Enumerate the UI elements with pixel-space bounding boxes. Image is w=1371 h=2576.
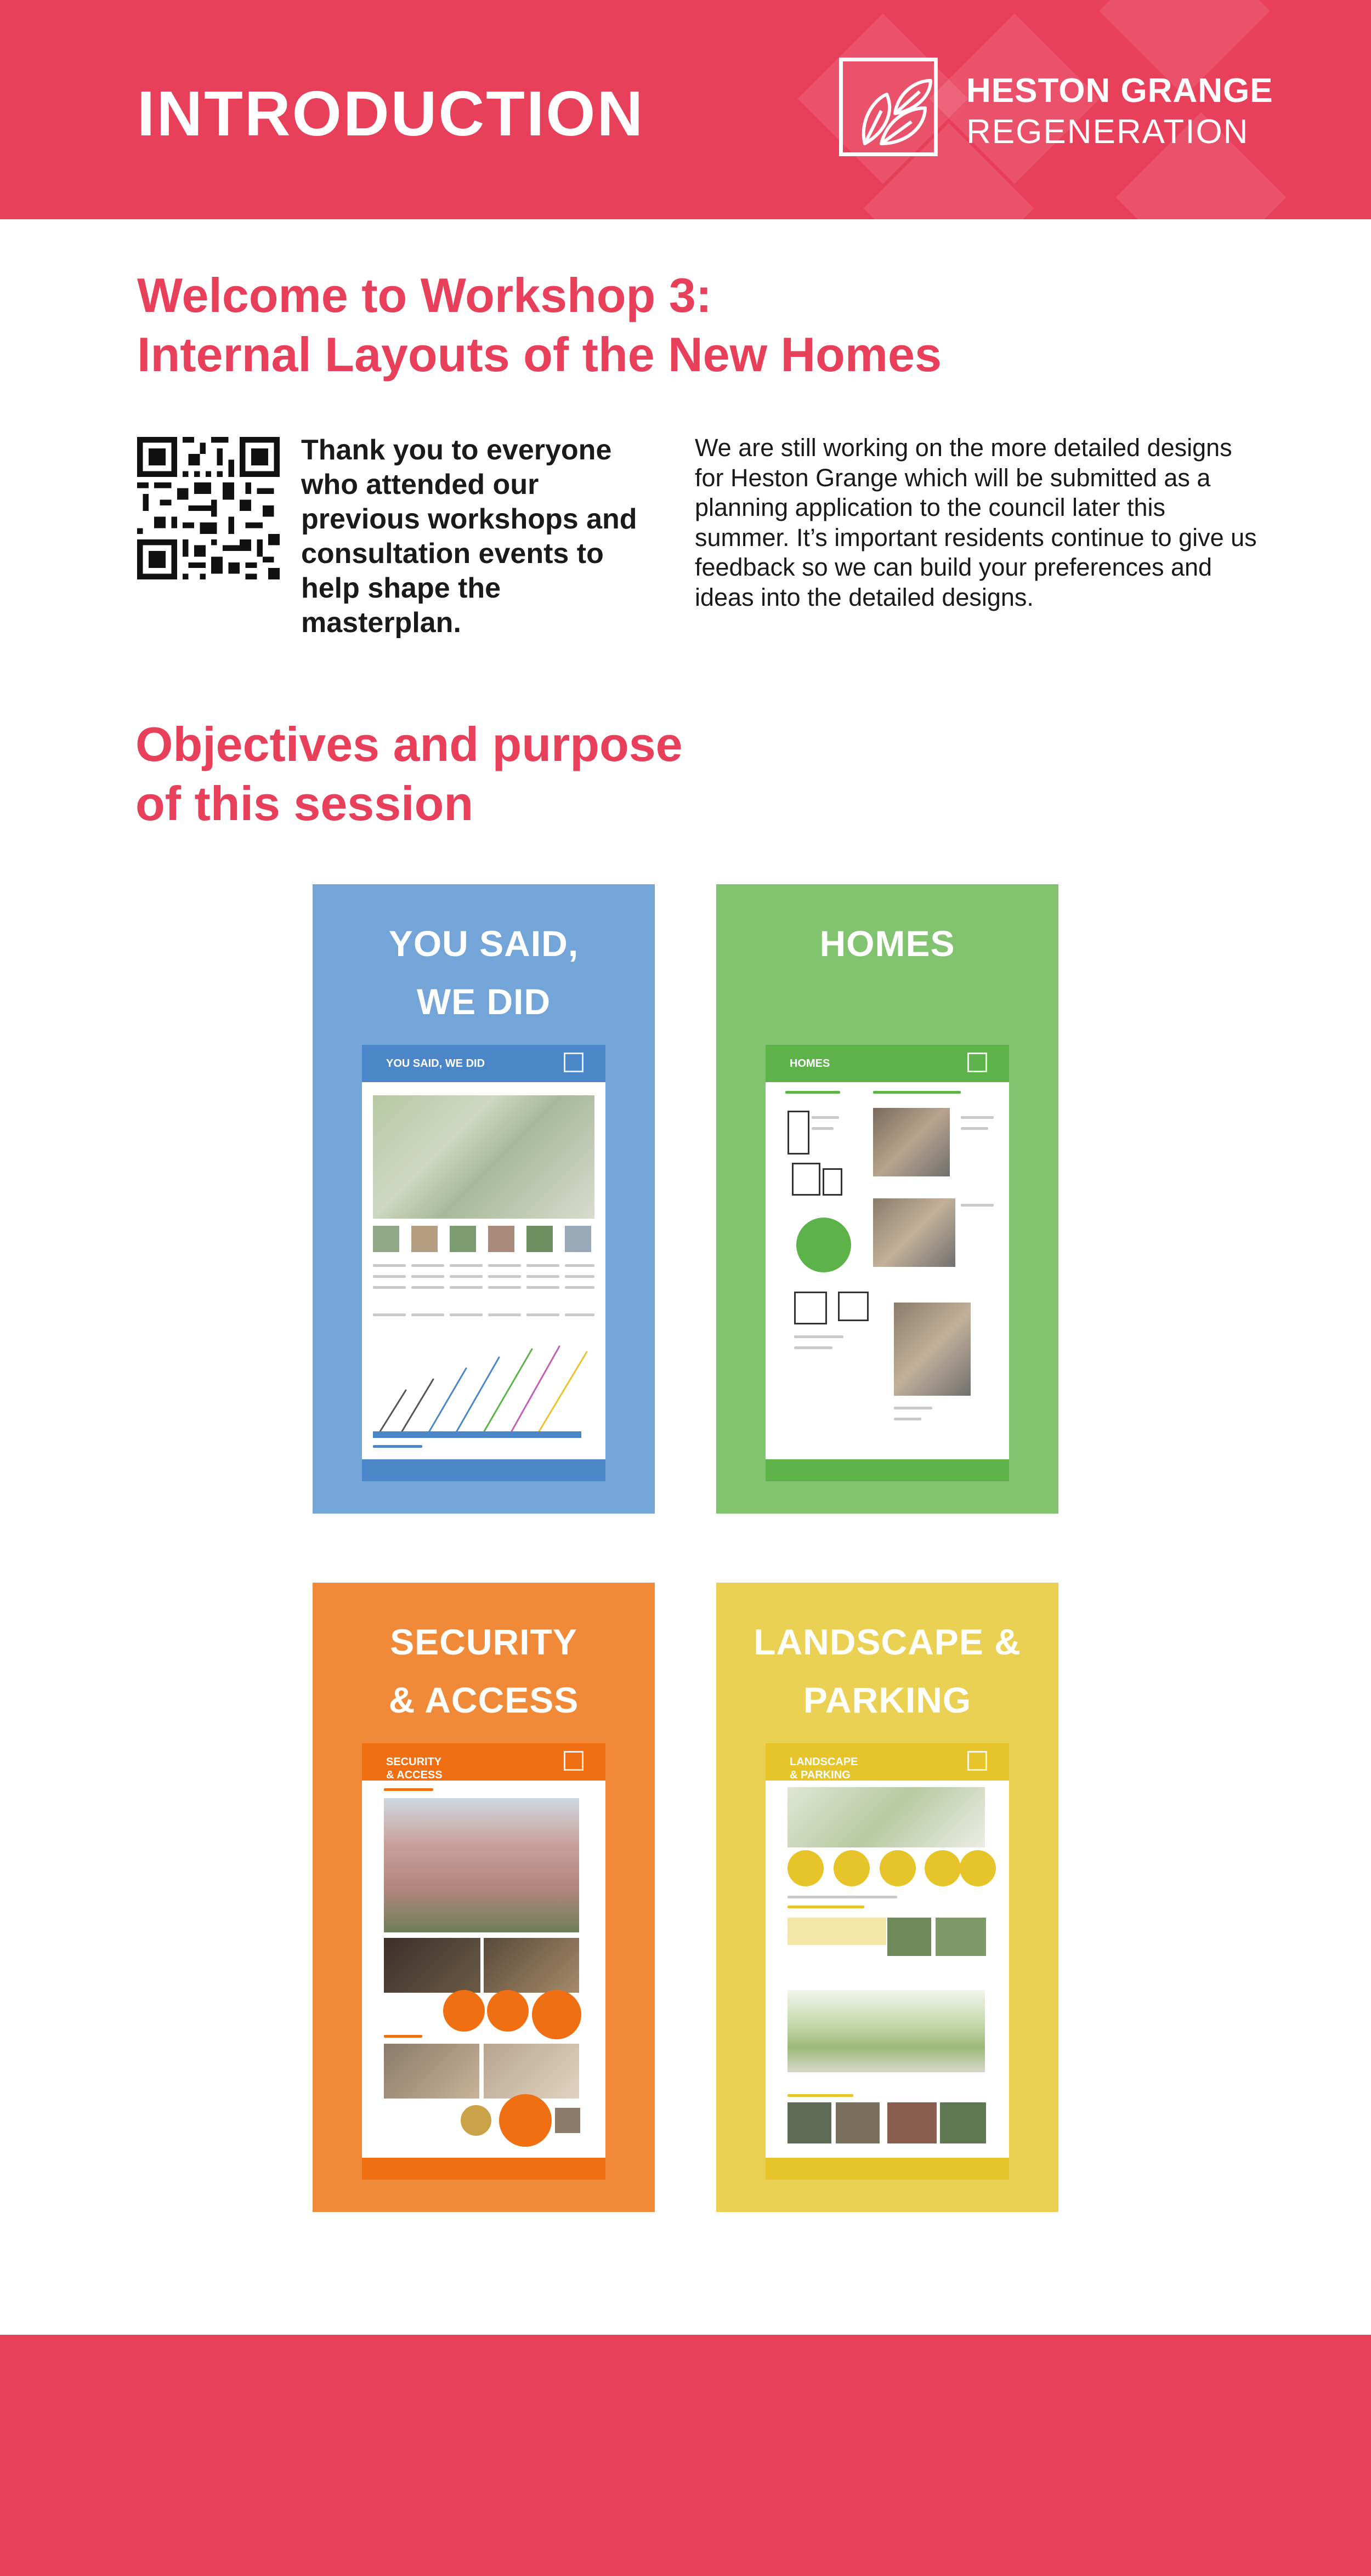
- building-photo: [384, 1798, 579, 1932]
- footer-band: [0, 2335, 1371, 2576]
- entrance-photo: [484, 1938, 579, 1993]
- text-line: [450, 1313, 483, 1316]
- card-title-line1: SECURITY: [390, 1622, 577, 1662]
- question-bubble: [487, 1990, 529, 2032]
- floor-plan-image: [823, 1168, 842, 1196]
- logo-leaf-icon: [839, 58, 938, 156]
- board-header-bar: [766, 1045, 1009, 1082]
- text-line: [526, 1264, 559, 1267]
- text-line: [526, 1313, 559, 1316]
- board-label: LANDSCAPE & PARKING: [790, 1756, 858, 1781]
- board-preview: [362, 1045, 605, 1481]
- timeline-graphic: [373, 1330, 594, 1440]
- welcome-heading-line1: Welcome to Workshop 3:: [137, 268, 712, 322]
- text-line: [384, 2035, 422, 2038]
- thumbnail-image: [450, 1226, 476, 1252]
- text-line: [488, 1264, 521, 1267]
- text-line: [565, 1286, 594, 1289]
- detail-photo: [461, 2105, 491, 2136]
- board-preview: [766, 1045, 1009, 1481]
- question-bubble: [960, 1850, 996, 1886]
- thumbnail-image: [373, 1226, 399, 1252]
- board-header-bar: [766, 1743, 1009, 1781]
- text-line: [411, 1275, 444, 1278]
- board-footer-bar: [362, 2158, 605, 2180]
- text-line: [873, 1091, 961, 1094]
- objectives-heading-line2: of this session: [135, 776, 474, 831]
- text-line: [785, 1091, 840, 1094]
- boundary-photo: [836, 2102, 880, 2143]
- objectives-heading: [135, 715, 683, 833]
- floor-plan-color-image: [894, 1303, 971, 1396]
- board-logo-icon: [564, 1751, 583, 1771]
- card-title: [313, 1613, 655, 1729]
- text-line: [488, 1275, 521, 1278]
- board-logo-icon: [967, 1053, 987, 1072]
- card-homes[interactable]: [716, 884, 1058, 1514]
- thumbnail-image: [488, 1226, 514, 1252]
- text-line: [373, 1264, 406, 1267]
- boundary-photo: [788, 2102, 831, 2143]
- logo-text-heston-grange: HESTON GRANGE: [966, 72, 1273, 110]
- page-title: INTRODUCTION: [137, 78, 645, 149]
- landscape-photo: [936, 1918, 986, 1956]
- thumbnail-image: [565, 1226, 591, 1252]
- site-plan-image: [788, 1787, 985, 1847]
- intro-paragraph: We are still working on the more detailed designs for Heston Grange which will be submitted as a planning application to the council later this summer. It’s important residents continue to give us feedback so we can build your preferences and ideas into the detailed designs.: [695, 434, 1257, 611]
- logo-text-regeneration: REGENERATION: [966, 113, 1249, 151]
- board-preview: [362, 1743, 605, 2180]
- timeline-bar: [373, 1431, 581, 1438]
- text-line: [411, 1313, 444, 1316]
- landscape-photo: [788, 1918, 886, 1945]
- text-line: [565, 1313, 594, 1316]
- text-line: [894, 1418, 921, 1420]
- board-logo-icon: [967, 1751, 987, 1771]
- card-title-line1: LANDSCAPE &: [754, 1622, 1021, 1662]
- objectives-heading-line1: Objectives and purpose: [135, 717, 683, 771]
- question-bubble: [925, 1850, 961, 1886]
- card-you-said-we-did[interactable]: [313, 884, 655, 1514]
- board-header-bar: [362, 1743, 605, 1781]
- landscape-photo: [887, 1918, 931, 1956]
- card-title-line1: HOMES: [819, 923, 955, 964]
- aerial-map-image: [373, 1095, 594, 1219]
- floor-plan-color-image: [873, 1108, 950, 1176]
- question-bubble: [788, 1850, 824, 1886]
- question-bubble: [443, 1990, 485, 2032]
- detail-photo: [555, 2108, 580, 2133]
- card-title: [313, 914, 655, 1031]
- text-line: [794, 1346, 832, 1349]
- board-preview: [766, 1743, 1009, 2180]
- boundary-photo: [940, 2102, 986, 2143]
- text-line: [373, 1445, 422, 1448]
- board-logo-icon: [564, 1053, 583, 1072]
- text-line: [450, 1264, 483, 1267]
- question-bubble: [880, 1850, 916, 1886]
- board-footer-bar: [766, 2158, 1009, 2180]
- welcome-heading-line2: Internal Layouts of the New Homes: [137, 327, 942, 382]
- text-line: [450, 1275, 483, 1278]
- floor-plan-image: [838, 1292, 869, 1321]
- text-line: [373, 1275, 406, 1278]
- text-line: [812, 1116, 839, 1119]
- text-line: [450, 1286, 483, 1289]
- text-line: [373, 1286, 406, 1289]
- text-line: [788, 1906, 864, 1908]
- card-title: [716, 1613, 1058, 1729]
- card-title: [716, 914, 1058, 973]
- card-landscape-parking[interactable]: [716, 1583, 1058, 2212]
- boundary-photo: [887, 2102, 937, 2143]
- card-title-line2: PARKING: [803, 1680, 972, 1720]
- text-line: [788, 1896, 897, 1898]
- card-title-line1: YOU SAID,: [388, 923, 579, 964]
- board-label: YOU SAID, WE DID: [386, 1057, 485, 1070]
- text-line: [961, 1127, 988, 1130]
- floor-plan-color-image: [873, 1198, 955, 1267]
- text-line: [526, 1286, 559, 1289]
- post-boxes-photo: [484, 2044, 579, 2099]
- board-footer-bar: [766, 1459, 1009, 1481]
- text-line: [565, 1264, 594, 1267]
- text-line: [961, 1204, 994, 1207]
- floor-plan-image: [788, 1111, 809, 1155]
- question-bubble: [796, 1218, 851, 1272]
- floor-plan-image: [794, 1292, 827, 1324]
- text-line: [894, 1407, 932, 1409]
- text-line: [961, 1116, 994, 1119]
- board-footer-bar: [362, 1459, 605, 1481]
- card-title-line2: WE DID: [416, 981, 551, 1022]
- header-band: [0, 0, 1371, 219]
- text-line: [794, 1335, 843, 1338]
- text-line: [788, 2094, 853, 2097]
- question-bubble: [834, 1850, 870, 1886]
- board-label: SECURITY & ACCESS: [386, 1756, 443, 1781]
- text-line: [526, 1275, 559, 1278]
- thank-you-text: Thank you to everyone who attended our previous workshops and consultation events to help shape the masterplan.: [301, 434, 637, 639]
- thumbnail-image: [526, 1226, 553, 1252]
- text-line: [373, 1313, 406, 1316]
- question-bubble: [532, 1990, 581, 2039]
- card-security-access[interactable]: [313, 1583, 655, 2212]
- question-bubble: [499, 2094, 552, 2147]
- text-line: [488, 1286, 521, 1289]
- street-section-image: [788, 1990, 985, 2072]
- text-line: [411, 1264, 444, 1267]
- text-line: [411, 1286, 444, 1289]
- text-line: [384, 1788, 433, 1791]
- thumbnail-image: [411, 1226, 438, 1252]
- text-line: [488, 1313, 521, 1316]
- board-header-bar: [362, 1045, 605, 1082]
- text-line: [812, 1127, 834, 1130]
- text-line: [565, 1275, 594, 1278]
- card-title-line2: & ACCESS: [388, 1680, 579, 1720]
- board-label: HOMES: [790, 1057, 830, 1070]
- post-boxes-photo: [384, 2044, 479, 2099]
- welcome-heading: [137, 266, 942, 384]
- qr-code-icon[interactable]: [137, 437, 280, 579]
- floor-plan-image: [792, 1163, 820, 1196]
- entrance-photo: [384, 1938, 480, 1993]
